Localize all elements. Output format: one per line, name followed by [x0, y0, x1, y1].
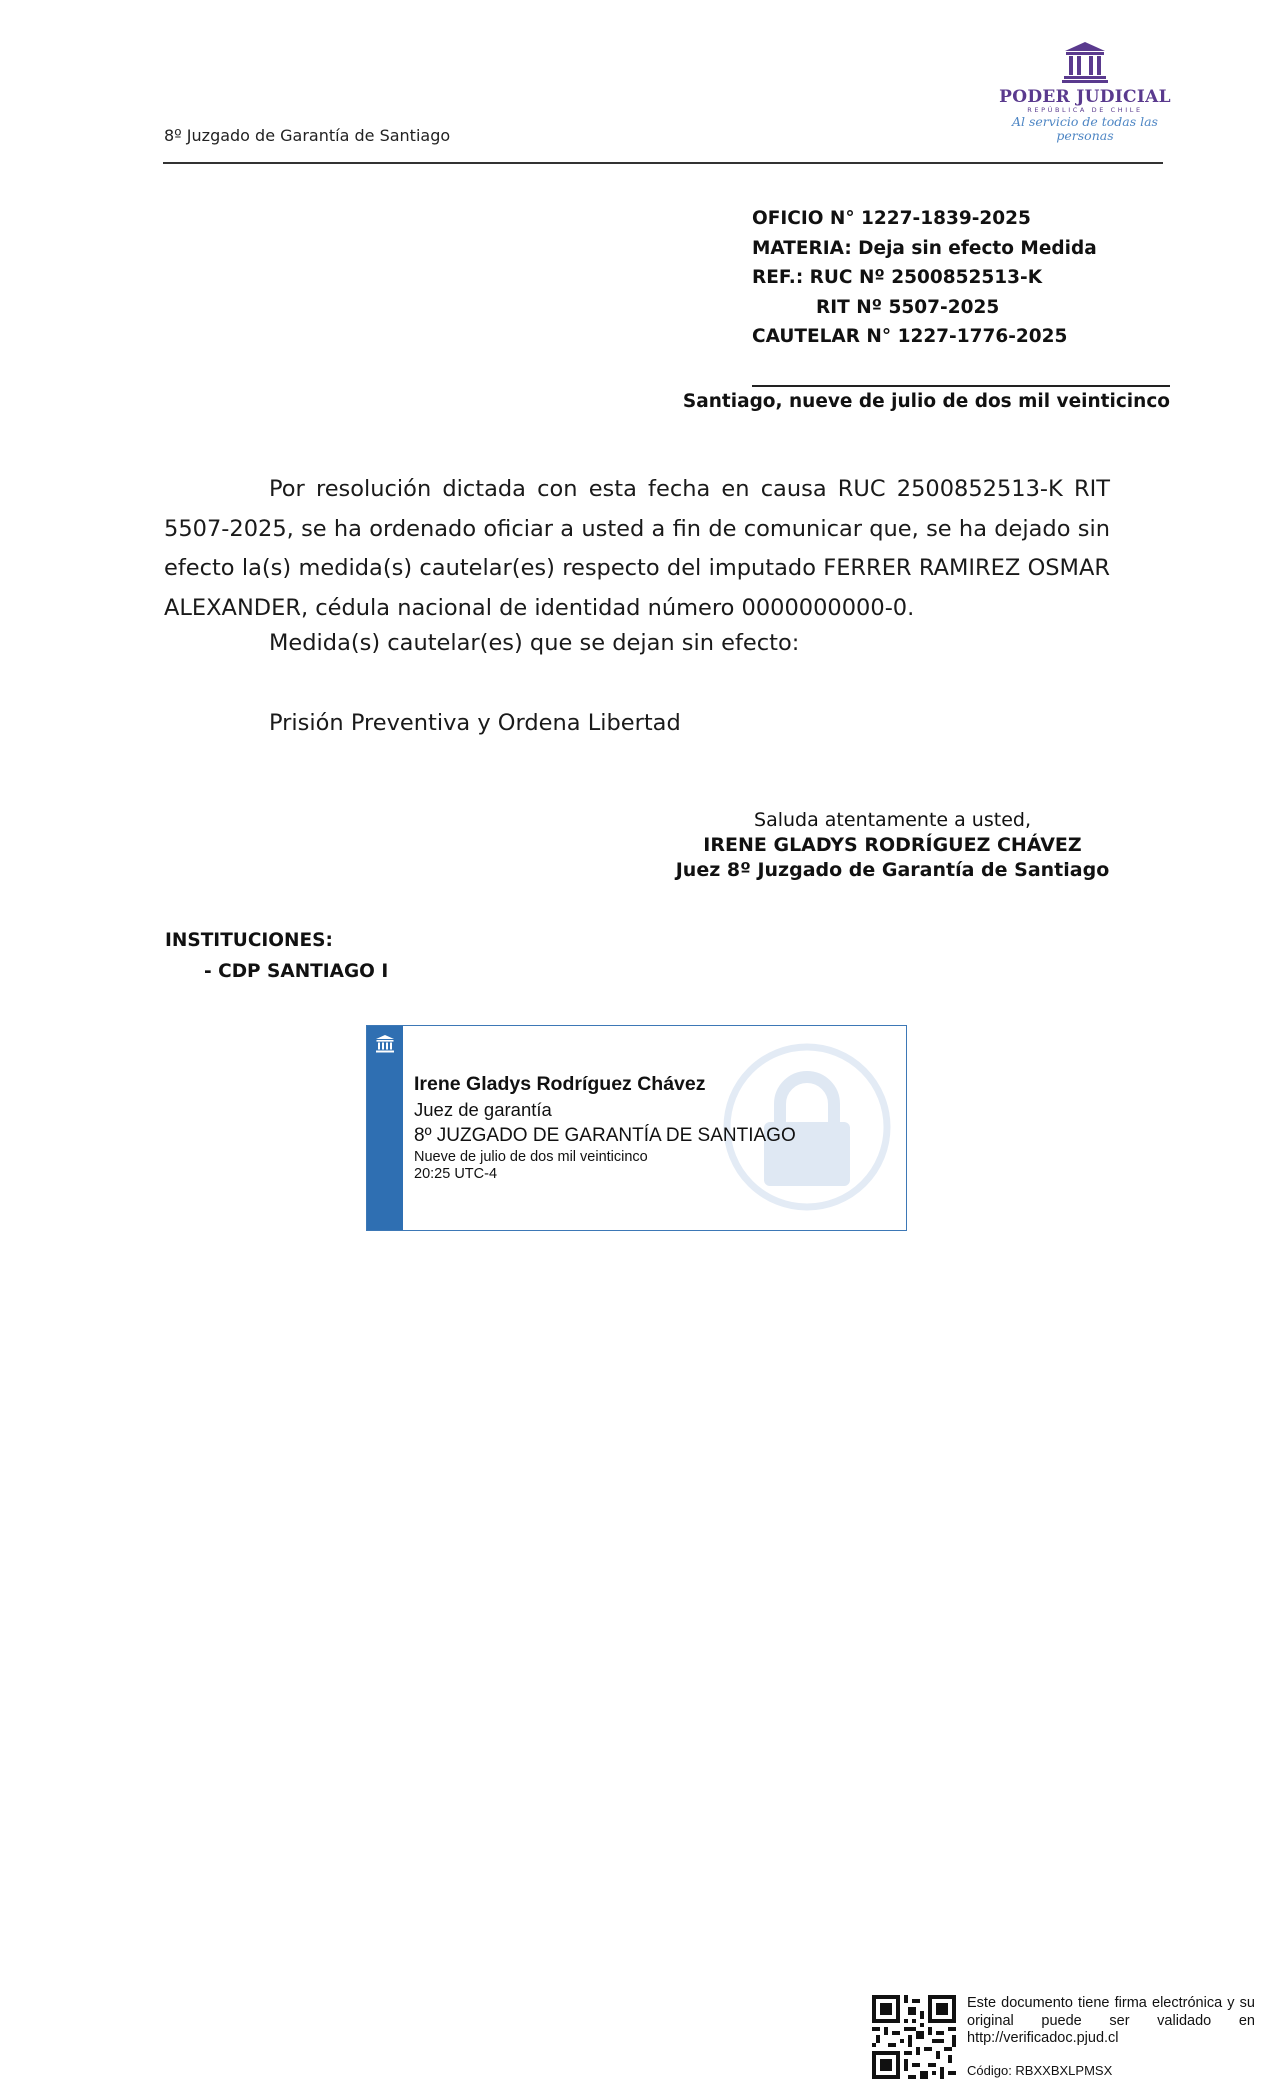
- esign-court: 8º JUZGADO DE GARANTÍA DE SANTIAGO: [414, 1125, 796, 1146]
- esign-date: Nueve de julio de dos mil veinticinco: [414, 1149, 648, 1165]
- header-divider: [163, 162, 1163, 164]
- institutions-heading: INSTITUCIONES:: [165, 930, 333, 951]
- oficio-number: OFICIO N° 1227-1839-2025: [752, 208, 1031, 229]
- signature-block: [650, 808, 1135, 883]
- body-paragraph: [164, 470, 1110, 628]
- verification-text: Este documento tiene firma electrónica y su original puede ser validado en http://verificadoc.pjud.cl: [967, 1995, 1255, 2046]
- resolution-text: Por resolución dictada con esta fecha en causa RUC 2500852513-K RIT 5507-2025, se ha ordenado oficiar a usted a fin de comunicar que, se ha dejado sin efecto la(s) medida(s) cautelar(es) respecto del imputado FERRER RAMIREZ OSMAR ALEXANDER, cédula nacional de identidad número 0000000000-0.: [164, 476, 1110, 621]
- signer-name: IRENE GLADYS RODRÍGUEZ CHÁVEZ: [703, 834, 1082, 856]
- ruc-reference: REF.: RUC Nº 2500852513-K: [752, 267, 1043, 288]
- signer-title: Juez 8º Juzgado de Garantía de Santiago: [675, 859, 1110, 881]
- esign-signer-name: Irene Gladys Rodríguez Chávez: [414, 1073, 706, 1095]
- cautelar-number: CAUTELAR N° 1227-1776-2025: [752, 326, 1068, 347]
- rit-reference: RIT Nº 5507-2025: [816, 296, 1000, 318]
- materia: MATERIA: Deja sin efecto Medida: [752, 237, 1097, 259]
- measure-item: Prisión Preventiva y Ordena Libertad: [269, 710, 681, 736]
- greeting: Saluda atentamente a usted,: [754, 809, 1031, 831]
- reference-block: [752, 204, 1097, 352]
- verification-code: Código: RBXXBXLPMSX: [967, 2063, 1113, 2078]
- esign-time: 20:25 UTC-4: [414, 1166, 498, 1182]
- courthouse-icon: [1060, 40, 1110, 84]
- logo-slogan: Al servicio de todas las personas: [1012, 114, 1158, 143]
- date-line: Santiago, nueve de julio de dos mil veinticinco: [682, 391, 1170, 412]
- logo-title: PODER JUDICIAL: [999, 87, 1171, 107]
- logo-subtitle: REPÚBLICA DE CHILE: [1027, 106, 1143, 114]
- courthouse-icon: [375, 1034, 395, 1054]
- esign-role: Juez de garantía: [414, 1099, 552, 1120]
- measures-intro: Medida(s) cautelar(es) que se dejan sin efecto:: [269, 630, 800, 656]
- reference-divider: [752, 385, 1170, 387]
- electronic-signature-card: [366, 1025, 907, 1231]
- signature-accent-bar: [367, 1026, 403, 1230]
- institution-item: - CDP SANTIAGO I: [204, 961, 389, 982]
- qr-code: [872, 1995, 956, 2079]
- court-header: 8º Juzgado de Garantía de Santiago: [164, 126, 451, 145]
- poder-judicial-logo: [995, 40, 1175, 150]
